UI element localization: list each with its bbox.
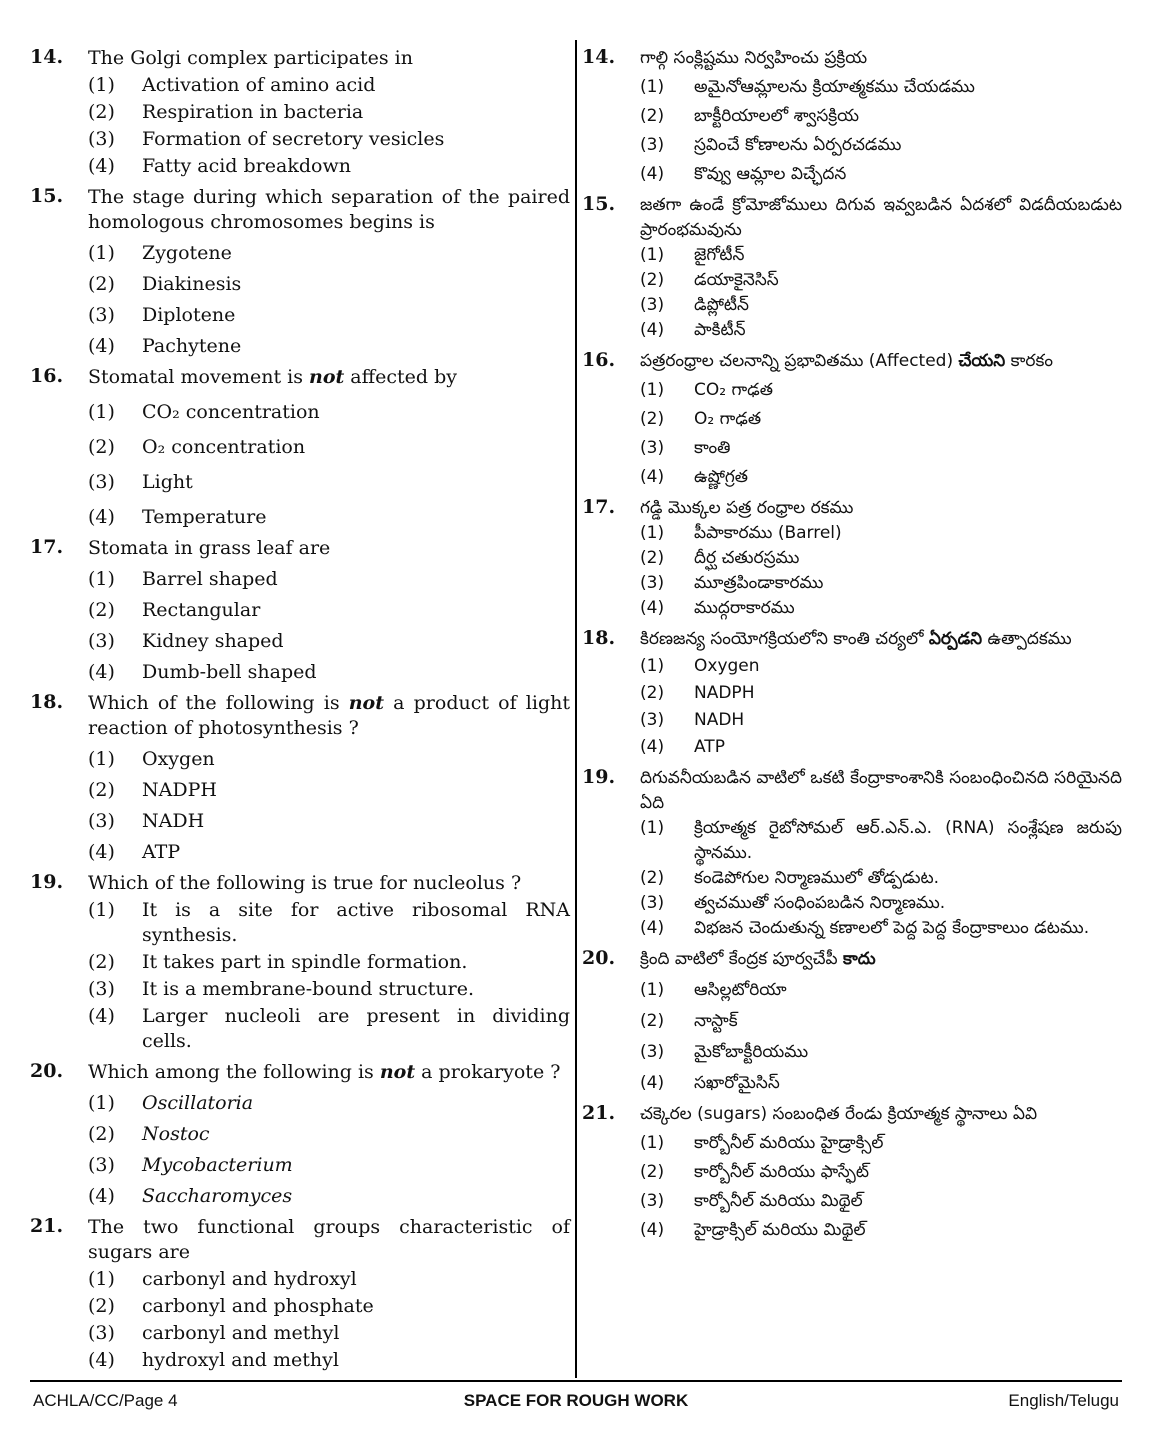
option-number: (2): [640, 548, 665, 568]
option-3: [88, 303, 570, 328]
option-text: కార్బోనీల్ మరియు హైడ్రాక్సిల్: [694, 1133, 884, 1153]
option-1: [88, 1091, 570, 1116]
language-label: English/Telugu: [1008, 1391, 1119, 1410]
option-text: క్రియాత్మక రైబోసోమల్ ఆర్.ఎన్.ఎ. (RNA) సంశ్లేషణ జరుపు స్థానము.: [694, 818, 1122, 863]
question-17: [30, 530, 570, 685]
option-4: [88, 1184, 570, 1209]
option-2: [640, 1160, 1122, 1185]
option-4: [88, 840, 570, 865]
option-number: (1): [640, 77, 665, 97]
option-3: [640, 708, 1122, 733]
option-number: (2): [88, 273, 115, 295]
option-1: [88, 73, 570, 98]
option-number: (2): [640, 868, 665, 888]
question-21: [30, 1209, 570, 1373]
option-number: (2): [88, 1295, 115, 1317]
question-text-part: ఉత్పాదకము: [982, 629, 1072, 649]
question-number: 18.: [582, 627, 616, 649]
option-text: Light: [142, 471, 193, 493]
question-number: 14.: [582, 46, 616, 68]
question-14: [582, 40, 1122, 187]
question-15: [30, 179, 570, 359]
option-3: [88, 470, 570, 495]
option-text: NADH: [694, 710, 745, 730]
option-number: (2): [88, 436, 115, 458]
option-2: [640, 681, 1122, 706]
option-text: పాకిటీన్: [694, 320, 746, 340]
question-text: The stage during which separation of the paired homologous chromosomes begins is: [88, 186, 570, 233]
option-number: (4): [88, 335, 115, 357]
option-number: (4): [640, 737, 665, 757]
option-3: [640, 1040, 1122, 1065]
option-4: [640, 465, 1122, 490]
option-text: ATP: [694, 737, 725, 757]
option-text: Zygotene: [142, 242, 232, 264]
question-text: [88, 359, 570, 390]
option-2: [88, 598, 570, 623]
question-number: 15.: [30, 185, 64, 207]
option-4: [88, 1348, 570, 1373]
option-number: (3): [640, 295, 665, 315]
option-3: [640, 436, 1122, 461]
option-4: [640, 596, 1122, 621]
option-text: CO₂ concentration: [142, 401, 320, 423]
option-number: (3): [640, 438, 665, 458]
option-number: (3): [88, 1154, 115, 1176]
option-number: (4): [640, 918, 665, 938]
option-number: (2): [88, 599, 115, 621]
option-text: CO₂ గాఢత: [694, 380, 773, 400]
option-number: (4): [640, 598, 665, 618]
option-text: Rectangular: [142, 599, 261, 621]
option-number: (4): [640, 1073, 665, 1093]
option-number: (1): [88, 899, 115, 921]
option-number: (2): [640, 1162, 665, 1182]
option-number: (2): [640, 683, 665, 703]
question-text: [88, 685, 570, 741]
option-number: (2): [88, 951, 115, 973]
option-number: (3): [88, 1322, 115, 1344]
option-4: [640, 735, 1122, 760]
option-3: [88, 629, 570, 654]
option-number: (4): [88, 155, 115, 177]
option-text: విభజన చెందుతున్న కణాలలో పెద్ద పెద్ద కేంద్రాకాలుం డటము.: [694, 918, 1090, 938]
question-text-part: పత్రరంధ్రాల చలనాన్ని ప్రభావితము (Affected): [640, 351, 959, 371]
option-number: (4): [88, 1349, 115, 1371]
option-number: (4): [88, 661, 115, 683]
option-text: త్వచముతో సంధింపబడిన నిర్మాణము.: [694, 893, 946, 913]
question-16: [30, 359, 570, 530]
option-number: (4): [640, 1220, 665, 1240]
option-number: (3): [88, 128, 115, 150]
option-number: (4): [640, 467, 665, 487]
option-number: (3): [640, 1191, 665, 1211]
question-text: [88, 1054, 570, 1085]
question-text-part: Which among the following is: [88, 1061, 380, 1083]
question-19: [582, 760, 1122, 941]
option-text: నాస్టాక్: [694, 1011, 738, 1031]
option-text: Barrel shaped: [142, 568, 278, 590]
option-number: (2): [640, 1011, 665, 1031]
option-number: (2): [88, 1123, 115, 1145]
question-text: Stomata in grass leaf are: [88, 537, 331, 559]
option-2: [88, 272, 570, 297]
option-4: [88, 660, 570, 685]
option-1: [640, 816, 1122, 866]
option-3: [640, 891, 1122, 916]
option-text: కొవ్వు ఆమ్లాల విచ్ఛేదన: [694, 164, 847, 184]
option-number: (1): [640, 523, 665, 543]
option-text: hydroxyl and methyl: [142, 1349, 339, 1371]
option-text: మూత్రపిండాకారము: [694, 573, 824, 593]
question-number: 20.: [582, 947, 616, 969]
option-text: కండెపోగుల నిర్మాణములో తోడ్పడుట.: [694, 868, 939, 888]
emphasis-word: not: [379, 1061, 416, 1083]
option-text: ఉష్ణోగ్రత: [694, 467, 749, 487]
option-text: ATP: [142, 841, 181, 863]
option-text: NADPH: [694, 683, 755, 703]
option-4: [640, 916, 1122, 941]
question-17: [582, 490, 1122, 621]
option-number: (3): [640, 573, 665, 593]
option-number: (1): [88, 568, 115, 590]
option-text: NADH: [142, 810, 205, 832]
question-text: The two functional groups characteristic of sugars are: [88, 1216, 570, 1263]
option-number: (4): [88, 1185, 115, 1207]
option-number: (3): [88, 630, 115, 652]
option-text: Temperature: [142, 506, 267, 528]
option-1: [88, 1267, 570, 1292]
option-text: NADPH: [142, 779, 217, 801]
option-2: [640, 104, 1122, 129]
option-3: [640, 293, 1122, 318]
option-2: [88, 435, 570, 460]
question-text-part: a prokaryote ?: [415, 1061, 561, 1083]
column-divider: [575, 40, 577, 1378]
option-text: O₂ గాఢత: [694, 409, 762, 429]
option-text: carbonyl and phosphate: [142, 1295, 374, 1317]
option-4: [640, 1071, 1122, 1096]
option-number: (1): [640, 380, 665, 400]
option-3: [88, 809, 570, 834]
option-number: (3): [88, 978, 115, 1000]
question-number: 15.: [582, 193, 616, 215]
option-4: [88, 505, 570, 530]
question-text-part: Which of the following is: [88, 692, 349, 714]
option-2: [88, 778, 570, 803]
option-text: కాంతి: [694, 438, 731, 458]
question-16: [582, 343, 1122, 490]
option-text: It is a membrane-bound structure.: [142, 978, 475, 1000]
question-text: [640, 941, 1122, 972]
english-column: [30, 40, 570, 1373]
question-text: చక్కెరల (sugars) సంబంధిత రేండు క్రియాత్మక స్థానాలు ఏవి: [640, 1104, 1038, 1124]
option-4: [88, 1004, 570, 1054]
option-4: [640, 162, 1122, 187]
option-number: (3): [640, 710, 665, 730]
option-text: Oxygen: [142, 748, 215, 770]
option-text: డయాకైనెసిస్: [694, 270, 779, 290]
emphasis-word: not: [348, 692, 384, 714]
option-text: Fatty acid breakdown: [142, 155, 351, 177]
option-text: కార్బోనీల్ మరియు ఫాస్ఫేట్: [694, 1162, 869, 1182]
option-2: [88, 1122, 570, 1147]
option-text: బాక్టీరియాలలో శ్వాసక్రియ: [694, 106, 860, 126]
option-text: It is a site for active ribosomal RNA synthesis.: [142, 899, 570, 946]
question-number: 18.: [30, 691, 64, 713]
option-text: కార్బోనీల్ మరియు మిథైల్: [694, 1191, 863, 1211]
option-text: దీర్ఘ చతురస్రము: [694, 548, 800, 568]
option-text: Formation of secretory vesicles: [142, 128, 445, 150]
option-1: [88, 567, 570, 592]
option-text: హైడ్రాక్సిల్ మరియు మిథైల్: [694, 1220, 866, 1240]
emphasis-word: కాదు: [843, 949, 876, 969]
question-21: [582, 1096, 1122, 1243]
option-4: [88, 334, 570, 359]
question-18: [582, 621, 1122, 760]
option-3: [88, 127, 570, 152]
option-number: (1): [88, 74, 115, 96]
emphasis-word: చేయని: [958, 351, 1006, 371]
question-14: [30, 40, 570, 179]
option-number: (1): [88, 1268, 115, 1290]
option-number: (1): [88, 401, 115, 423]
option-number: (3): [640, 893, 665, 913]
question-20: [582, 941, 1122, 1096]
option-2: [640, 268, 1122, 293]
question-number: 21.: [582, 1102, 616, 1124]
question-text: గడ్డి మొక్కల పత్ర రంధ్రాల రకము: [640, 498, 854, 518]
option-number: (3): [640, 135, 665, 155]
option-2: [640, 866, 1122, 891]
question-number: 19.: [30, 871, 64, 893]
option-4: [88, 154, 570, 179]
option-text: carbonyl and hydroxyl: [142, 1268, 357, 1290]
question-number: 17.: [30, 536, 64, 558]
question-text-part: కిరణజన్య సంయోగక్రియలోని కాంతి చర్యలో: [640, 629, 929, 649]
telugu-column: [582, 40, 1122, 1243]
question-text-part: కారకం: [1005, 351, 1053, 371]
option-text: Oscillatoria: [142, 1092, 254, 1114]
option-number: (1): [640, 980, 665, 1000]
question-15: [582, 187, 1122, 343]
footer-rule: [30, 1380, 1122, 1382]
option-text: Saccharomyces: [142, 1185, 293, 1207]
option-number: (1): [640, 1133, 665, 1153]
option-number: (2): [640, 106, 665, 126]
option-text: ముద్గరాకారము: [694, 598, 795, 618]
option-1: [640, 75, 1122, 100]
option-text: It takes part in spindle formation.: [142, 951, 468, 973]
option-number: (1): [88, 748, 115, 770]
option-text: Larger nucleoli are present in dividing cells.: [142, 1005, 570, 1052]
question-text: గాల్గి సంక్లిష్టము నిర్వహించు ప్రక్రియ: [640, 48, 868, 68]
option-number: (1): [88, 242, 115, 264]
option-3: [88, 977, 570, 1002]
question-number: 16.: [30, 365, 64, 387]
option-3: [640, 1189, 1122, 1214]
option-3: [88, 1153, 570, 1178]
page-id: ACHLA/CC/Page 4: [33, 1391, 178, 1410]
option-number: (1): [88, 1092, 115, 1114]
question-text: [640, 343, 1122, 374]
question-number: 16.: [582, 349, 616, 371]
option-text: Diakinesis: [142, 273, 242, 295]
option-2: [88, 1294, 570, 1319]
option-number: (4): [88, 506, 115, 528]
option-1: [88, 898, 570, 948]
option-number: (4): [640, 320, 665, 340]
option-3: [88, 1321, 570, 1346]
question-20: [30, 1054, 570, 1209]
option-text: Oxygen: [694, 656, 760, 676]
option-1: [88, 747, 570, 772]
option-text: జైగోటీన్: [694, 245, 745, 265]
option-1: [640, 243, 1122, 268]
option-text: Mycobacterium: [142, 1154, 293, 1176]
option-2: [640, 546, 1122, 571]
option-text: సఖారోమైసిస్: [694, 1073, 780, 1093]
option-1: [640, 1131, 1122, 1156]
option-text: Nostoc: [142, 1123, 210, 1145]
option-text: Activation of amino acid: [142, 74, 376, 96]
option-number: (2): [640, 270, 665, 290]
question-text-part: Stomatal movement is: [88, 366, 309, 388]
option-text: ఆసిల్లటోరియా: [694, 980, 787, 1000]
question-number: 21.: [30, 1215, 64, 1237]
option-1: [640, 978, 1122, 1003]
option-text: carbonyl and methyl: [142, 1322, 340, 1344]
option-1: [88, 400, 570, 425]
option-text: పీపాకారము (Barrel): [694, 523, 842, 543]
rough-work-label: SPACE FOR ROUGH WORK: [463, 1391, 689, 1410]
option-text: Diplotene: [142, 304, 236, 326]
option-4: [640, 1218, 1122, 1243]
option-text: Pachytene: [142, 335, 242, 357]
question-text: The Golgi complex participates in: [88, 47, 413, 69]
option-2: [88, 100, 570, 125]
option-text: అమైనోఆమ్లాలను క్రియాత్మకము చేయడము: [694, 77, 975, 97]
option-1: [640, 654, 1122, 679]
question-text: [640, 621, 1122, 652]
question-text-part: a product of light reaction of photosynthesis ?: [88, 692, 570, 739]
question-18: [30, 685, 570, 865]
question-number: 14.: [30, 46, 64, 68]
option-number: (1): [640, 656, 665, 676]
option-number: (2): [88, 101, 115, 123]
option-2: [640, 1009, 1122, 1034]
option-number: (3): [88, 810, 115, 832]
option-text: స్రవించే కోణాలను ఏర్పరచడము: [694, 135, 902, 155]
option-number: (1): [640, 818, 665, 838]
question-text: దిగువనీయబడిన వాటిలో ఒకటి కేంద్రాకాంశానికి సంబంధించినది సరియైనది ఏది: [640, 768, 1122, 813]
option-text: O₂ concentration: [142, 436, 306, 458]
option-number: (4): [640, 164, 665, 184]
option-text: Dumb-bell shaped: [142, 661, 317, 683]
question-19: [30, 865, 570, 1054]
option-number: (3): [88, 471, 115, 493]
option-text: మైకోబాక్టీరియము: [694, 1042, 809, 1062]
option-3: [640, 571, 1122, 596]
option-1: [640, 378, 1122, 403]
question-text-part: క్రింది వాటిలో కేంద్రక పూర్వచేపీ: [640, 949, 844, 969]
option-text: డిప్లోటీన్: [694, 295, 749, 315]
emphasis-word: ఏర్పడని: [928, 629, 983, 649]
question-number: 17.: [582, 496, 616, 518]
option-number: (2): [640, 409, 665, 429]
option-number: (2): [88, 779, 115, 801]
option-number: (4): [88, 1005, 115, 1027]
question-number: 20.: [30, 1060, 64, 1082]
option-text: Respiration in bacteria: [142, 101, 364, 123]
option-2: [88, 950, 570, 975]
question-text: జతగా ఉండే క్రోమోజోములు దిగువ ఇవ్వబడిన ఏదశలో విడదీయబడుట ప్రారంభమవును: [640, 195, 1122, 240]
question-text: Which of the following is true for nucleolus ?: [88, 872, 522, 894]
option-number: (3): [640, 1042, 665, 1062]
option-number: (3): [88, 304, 115, 326]
option-number: (1): [640, 245, 665, 265]
option-text: Kidney shaped: [142, 630, 284, 652]
option-1: [88, 241, 570, 266]
option-2: [640, 407, 1122, 432]
option-4: [640, 318, 1122, 343]
question-number: 19.: [582, 766, 616, 788]
emphasis-word: not: [309, 366, 345, 388]
question-text-part: affected by: [344, 366, 457, 388]
option-1: [640, 521, 1122, 546]
option-number: (4): [88, 841, 115, 863]
option-3: [640, 133, 1122, 158]
